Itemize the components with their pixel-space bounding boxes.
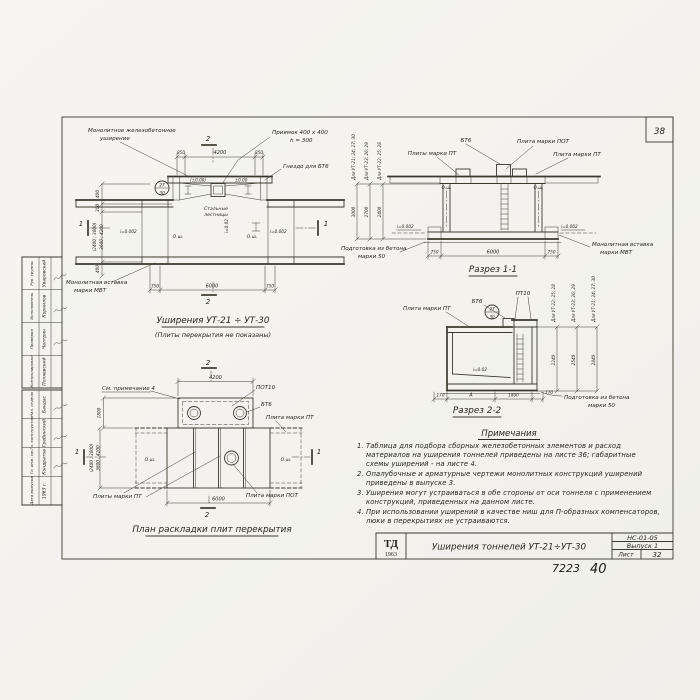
stamp-name: Бандас	[42, 395, 48, 413]
leader-line	[437, 157, 459, 175]
leader-line	[466, 144, 500, 164]
monolithic-insert-left	[142, 200, 168, 264]
dimension-top	[176, 375, 255, 396]
stamp-name: Корнилов	[42, 294, 48, 318]
ladders-label: лестницы	[204, 213, 228, 218]
signature-scribble	[54, 463, 67, 468]
footer-page-number: 40	[590, 562, 607, 577]
axis-label: О.ш.	[144, 458, 156, 463]
svg-text:А: А	[469, 392, 473, 399]
svg-text:Для УТ-22; 25; 28: Для УТ-22; 25; 28	[551, 284, 556, 322]
leader-line	[559, 235, 590, 247]
plan-view-drawing	[66, 128, 344, 339]
socket-label: Гнездо для БТ6	[283, 164, 329, 170]
svg-text:4200: 4200	[213, 150, 227, 156]
stamp-name: 1963 г.	[42, 482, 48, 499]
hatch-opening	[234, 407, 247, 420]
pit-label: h = 300	[290, 138, 313, 144]
svg-text:170: 170	[545, 390, 553, 395]
svg-text:27: 27	[489, 306, 495, 312]
pot-slab-label: Плита марки ПОТ	[517, 139, 569, 145]
stamp-role: Дата выпуска	[29, 476, 34, 505]
roof-block	[513, 169, 527, 177]
slope-label: i=0.002	[270, 229, 287, 234]
axis-label: О.ш.	[172, 235, 184, 240]
stamp-role: Исполнитель	[29, 292, 34, 320]
slope-label: i=0.02	[473, 367, 487, 372]
logo-year: 1963	[385, 552, 397, 558]
svg-text:400: 400	[95, 265, 100, 273]
sheet-number: 32	[652, 551, 662, 559]
prep-label: марки 50	[588, 403, 616, 409]
svg-text:1800: 1800	[508, 392, 519, 398]
leader-line	[276, 421, 286, 432]
svg-text:30: 30	[489, 314, 495, 320]
svg-text:Для УТ-23; 26; 29: Для УТ-23; 26; 29	[571, 284, 576, 322]
leader-line	[233, 464, 257, 493]
doc-number: НС-01-05	[627, 534, 658, 542]
stamp-column	[22, 257, 67, 506]
axis-label: О.ш.	[246, 235, 258, 240]
stamp-role: Контролировал	[29, 355, 34, 388]
svg-text:6000: 6000	[205, 283, 219, 290]
svg-text:Для УТ-23; 26; 29: Для УТ-23; 26; 29	[364, 142, 369, 180]
dimension-right-variants	[532, 276, 599, 393]
svg-text:3600 ; 4200: 3600 ; 4200	[99, 224, 104, 250]
leader-line	[506, 146, 533, 169]
svg-text:Для УТ-21; 24; 27; 30: Для УТ-21; 24; 27; 30	[591, 276, 596, 322]
bt6-label: БТ6	[471, 299, 483, 305]
svg-text:2: 2	[205, 135, 211, 143]
pt-slabs-label: Плиты марки ПТ	[93, 494, 142, 500]
svg-text:1: 1	[316, 448, 322, 456]
pt-slab-label: Плита марки ПТ	[266, 415, 314, 421]
pot10-slab	[178, 398, 253, 428]
slab-plan-title: План раскладки плит перекрытия	[132, 525, 292, 535]
svg-text:3000: 3000	[351, 206, 356, 218]
bt6-label: БТ6	[460, 138, 472, 144]
signature-scribble	[54, 404, 67, 410]
leader-line	[265, 169, 281, 180]
svg-text:3600 ; 4200: 3600 ; 4200	[95, 445, 101, 471]
svg-text:1: 1	[78, 220, 84, 228]
svg-text:Для УТ-21; 24; 27; 30: Для УТ-21; 24; 27; 30	[351, 134, 356, 180]
svg-text:750: 750	[547, 249, 556, 255]
leader-line	[528, 297, 531, 319]
note-item: 3. Уширения могут устраиваться в обе стороны от оси тоннеля с применением конструкций, приведенных на данном листе.	[357, 489, 652, 506]
note-item: 1. Таблица для подбора сборных железобетонных элементов и расход материалов на уширения тоннелей приведены на листе 36; габаритные схемы уширений - на листе 4.	[357, 442, 636, 468]
bt6-block	[497, 165, 511, 177]
svg-text:2: 2	[205, 359, 211, 367]
level-mark: (±0.00)	[189, 177, 207, 183]
section-mark-1	[79, 220, 328, 235]
section-1-1-title: Разрез 1-1	[468, 265, 518, 275]
pt10-label: ПТ10	[515, 291, 531, 297]
signature-scribble	[54, 435, 67, 440]
stamp-role: Рук. группы	[29, 261, 34, 286]
ground-hatch-right	[545, 177, 598, 184]
leader-line	[247, 407, 260, 412]
leader-line	[515, 297, 518, 319]
roof-block	[456, 169, 470, 177]
svg-text:Для УТ-22; 25; 28: Для УТ-22; 25; 28	[377, 142, 382, 180]
plan-title: Уширения УТ-21 ÷ УТ-30	[156, 316, 270, 326]
hatch-opening	[188, 407, 201, 420]
section-mark-2	[201, 359, 216, 519]
slope-label: i=0.002	[120, 229, 137, 234]
svg-text:850: 850	[255, 150, 263, 155]
dimension-left-variants	[351, 134, 441, 241]
section-mark-2	[202, 135, 216, 306]
note-item: 2. Опалубочные и арматурные чертежи монолитных конструкций уширений приведены в выпуске 3.	[357, 469, 643, 487]
svg-text:1: 1	[74, 448, 80, 456]
page-number: 38	[653, 127, 666, 137]
ladder	[517, 334, 523, 382]
svg-text:2700: 2700	[364, 206, 369, 218]
svg-text:2240: 2240	[551, 354, 556, 366]
slope-label: i=0.02	[224, 219, 229, 233]
insert-label: Монолитная вставка	[66, 280, 128, 286]
svg-text:400: 400	[95, 190, 100, 198]
pit-square	[211, 184, 225, 197]
monolith-label: Монолитное железобетонное	[88, 128, 176, 134]
svg-text:(2400 ; 3000): (2400 ; 3000)	[89, 443, 94, 473]
stamp-name: Уваровский	[42, 259, 48, 288]
svg-text:6000: 6000	[212, 496, 225, 503]
slope-label: i=0.002	[561, 224, 578, 229]
stamp-role: Нач. отдела	[29, 392, 34, 417]
dimension-bottom	[148, 266, 277, 293]
svg-text:2540: 2540	[571, 354, 576, 366]
footer-code: 7223	[552, 562, 580, 575]
ladder	[501, 184, 508, 231]
prep-label: марки 50	[358, 254, 386, 260]
dimension-bottom	[432, 390, 554, 402]
detail-reference-bubble	[485, 305, 499, 320]
leader-line	[112, 263, 155, 282]
sheet-word: Лист	[618, 551, 634, 559]
pt-slab-label: Плита марки ПТ	[403, 306, 451, 312]
stamp-role: Гл. конструктор	[29, 416, 34, 450]
axis-label: О.ш.	[533, 185, 544, 190]
note-item: 4. При использовании уширений в качестве ниш для П-образных компенсаторов, люки в перекрытиях не устраиваются.	[357, 508, 660, 526]
stamp-role: Гл. инж. пр.	[29, 449, 34, 475]
insert-block-right	[545, 227, 558, 239]
section-1-1-drawing	[341, 134, 654, 276]
svg-text:300: 300	[95, 204, 100, 212]
hatch-opening	[225, 451, 239, 465]
svg-text:(2400 ; 3000): (2400 ; 3000)	[92, 222, 97, 252]
detail-bottom: 30	[159, 190, 165, 196]
leader-line	[146, 456, 220, 497]
detail-top: 27	[159, 182, 165, 188]
title-block	[376, 533, 673, 559]
signature-scribble	[54, 307, 67, 312]
issue-number: Выпуск 1	[626, 542, 659, 550]
stamp-name: Чалтрин	[42, 328, 48, 349]
prep-label: Подготовка из бетона	[564, 395, 630, 401]
leader-line	[536, 158, 568, 174]
insert-block-left	[428, 227, 441, 239]
stamp-name: Кондратов	[42, 449, 48, 475]
svg-text:2: 2	[204, 511, 210, 519]
monolith-label: уширение	[100, 136, 130, 142]
svg-text:4200: 4200	[209, 375, 222, 381]
dimension-top	[175, 150, 265, 175]
leader-line	[446, 312, 468, 326]
bt6-label: БТ6	[261, 402, 272, 408]
pt-slabs-label: Плиты марки ПТ	[407, 151, 457, 157]
detail-reference-bubble	[155, 181, 169, 196]
slab-layout-drawing	[75, 359, 321, 536]
svg-text:170: 170	[436, 392, 445, 398]
section-2-2-drawing	[403, 276, 630, 417]
svg-text:750: 750	[151, 283, 159, 289]
pot10-label: ПОТ10	[256, 385, 276, 391]
widening-wall-right	[261, 177, 268, 201]
svg-text:750: 750	[430, 249, 439, 255]
signature-scribble	[54, 340, 67, 345]
stamp-role: Проверил	[29, 328, 34, 349]
leader-line	[124, 452, 195, 493]
slope-label: i=0.002	[397, 224, 414, 229]
insert-label: Монолитная вставка	[592, 242, 654, 248]
insert-label: марки МВТ	[74, 288, 107, 294]
pt-slab-label: Плита марки ПТ	[553, 152, 601, 158]
dimension-left	[89, 396, 176, 490]
pit-label: Приямок 400 x 400	[272, 130, 328, 136]
stamp-name: Гребинский	[42, 419, 48, 448]
ladders-label: Стальные	[204, 207, 228, 212]
svg-text:1800: 1800	[96, 407, 102, 419]
svg-text:2840: 2840	[591, 354, 596, 366]
prep-label: Подготовка из бетона	[341, 246, 407, 252]
plan-subtitle: (Плиты перекрытия не показаны)	[154, 331, 272, 339]
insert-label: марки МВТ	[600, 250, 633, 256]
signature-scribble	[54, 274, 66, 280]
section-2-2-title: Разрез 2-2	[452, 406, 502, 416]
svg-text:2400: 2400	[377, 206, 382, 218]
see-note-label: См. примечание 4	[102, 386, 155, 392]
sloped-floor	[453, 374, 511, 378]
pot-slab-label: Плита марки ПОТ	[246, 493, 298, 499]
level-mark: ±0.00	[234, 177, 248, 183]
sheet-title: Уширения тоннелей УТ-21÷УТ-30	[431, 542, 587, 553]
svg-text:6000: 6000	[486, 249, 500, 256]
dimension-bottom	[426, 241, 560, 259]
svg-text:850: 850	[177, 150, 185, 155]
notes-block	[357, 429, 661, 527]
axis-label: О.ш.	[441, 185, 452, 190]
svg-text:2: 2	[205, 298, 211, 306]
widening-wall-left	[173, 177, 180, 201]
stamp-name: Поляевский	[42, 357, 48, 386]
logo-td: ТД	[383, 538, 399, 550]
ground-hatch-left	[390, 177, 440, 184]
svg-text:1: 1	[323, 220, 329, 228]
leader-line	[120, 142, 190, 177]
axis-label: О.ш.	[280, 458, 292, 463]
svg-text:750: 750	[266, 283, 274, 289]
notes-title: Примечания	[357, 429, 661, 439]
